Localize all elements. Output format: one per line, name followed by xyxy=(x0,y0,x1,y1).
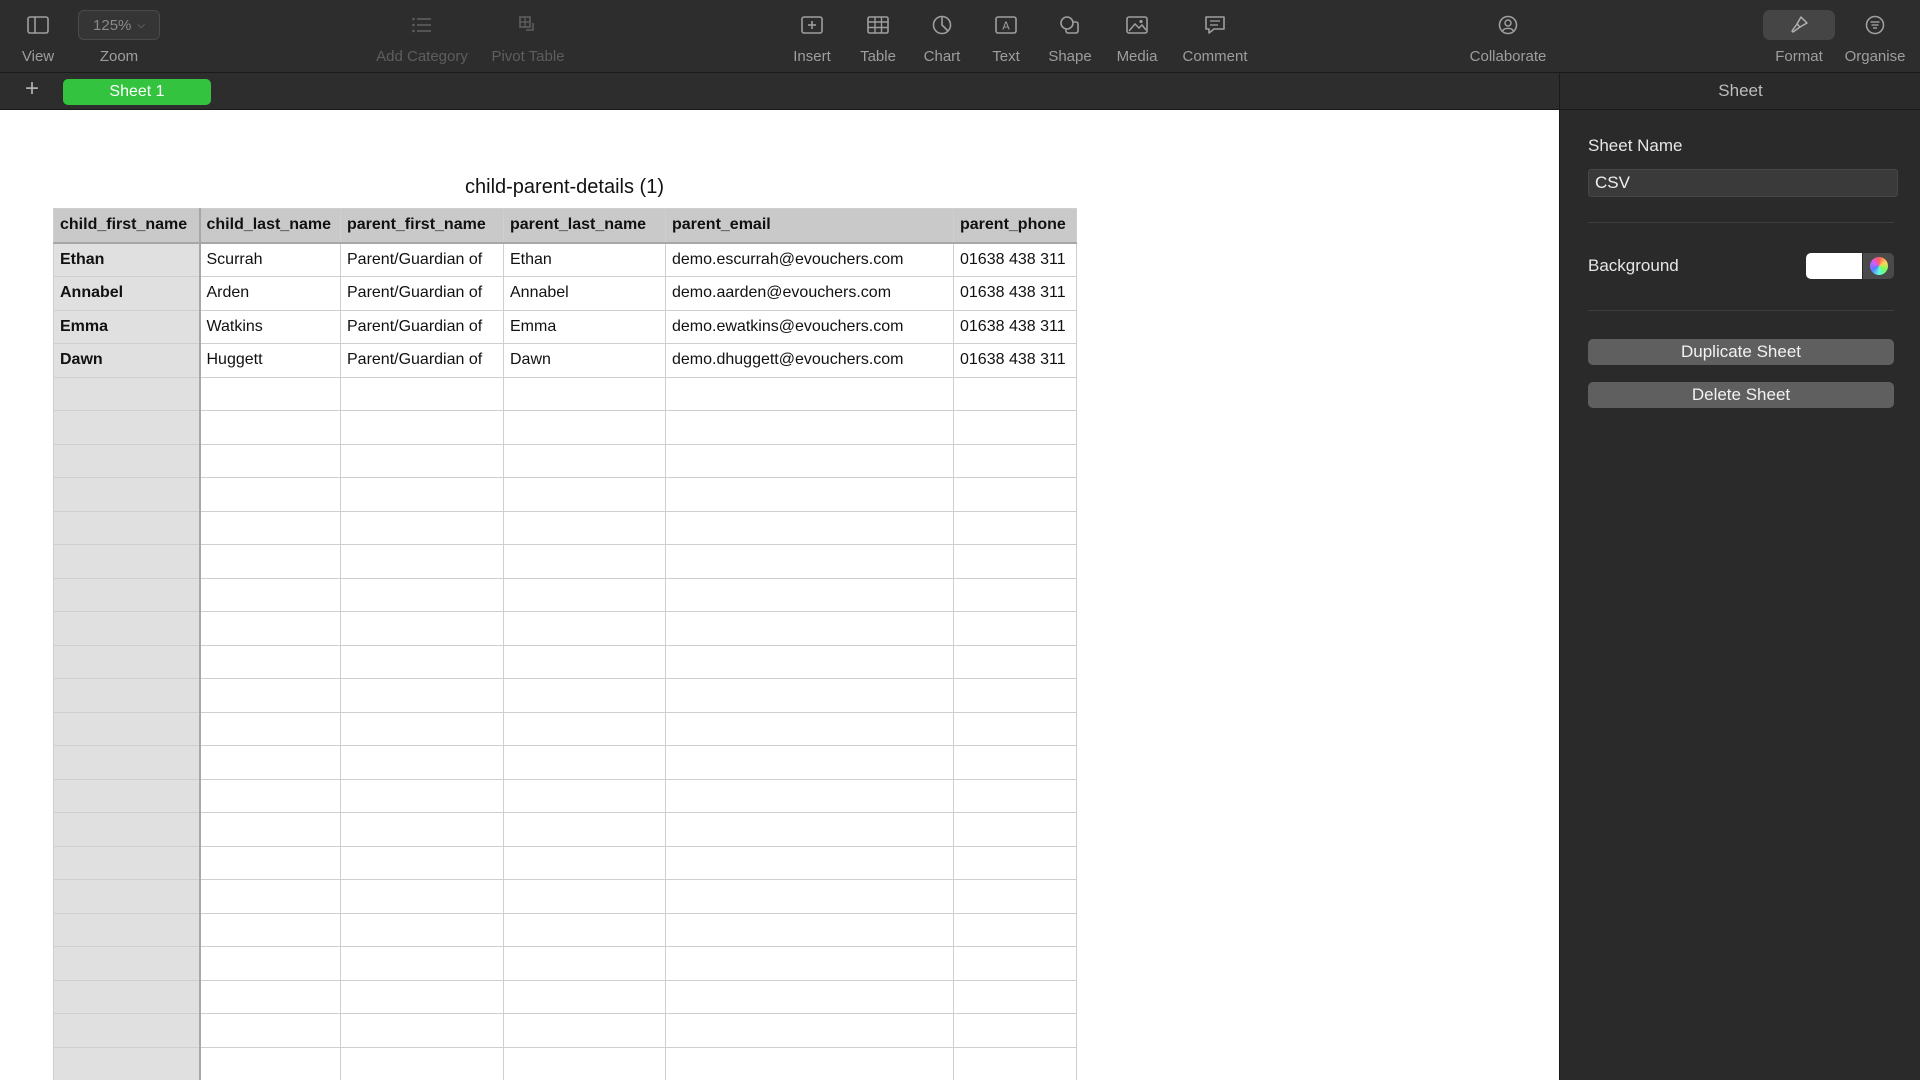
table-cell[interactable] xyxy=(200,612,341,646)
table-cell[interactable] xyxy=(504,913,666,947)
table-cell[interactable] xyxy=(666,377,954,411)
table-cell[interactable]: Parent/Guardian of xyxy=(341,344,504,378)
table-cell[interactable] xyxy=(200,478,341,512)
table-cell[interactable] xyxy=(200,1047,341,1080)
image-icon xyxy=(1126,10,1148,40)
table-cell[interactable] xyxy=(54,612,200,646)
table-cell[interactable] xyxy=(954,746,1077,780)
table-cell[interactable] xyxy=(666,813,954,847)
view-label: View xyxy=(21,48,55,65)
table-cell[interactable] xyxy=(54,1014,200,1048)
table-cell[interactable] xyxy=(954,980,1077,1014)
table-cell[interactable] xyxy=(54,712,200,746)
column-header[interactable]: parent_first_name xyxy=(341,209,504,243)
table-cell[interactable] xyxy=(54,377,200,411)
table-cell[interactable] xyxy=(954,712,1077,746)
table-row xyxy=(54,980,1077,1014)
table-cell[interactable] xyxy=(504,947,666,981)
media-label: Media xyxy=(1116,48,1158,65)
table-cell[interactable] xyxy=(954,846,1077,880)
table-cell[interactable] xyxy=(341,545,504,579)
format-label: Format xyxy=(1775,48,1823,65)
collaborate-button[interactable] xyxy=(1466,10,1550,68)
table-cell[interactable] xyxy=(954,377,1077,411)
table-cell[interactable] xyxy=(666,746,954,780)
table-row xyxy=(54,645,1077,679)
table-cell[interactable] xyxy=(200,746,341,780)
table-cell[interactable] xyxy=(200,813,341,847)
duplicate-sheet-button[interactable]: Duplicate Sheet xyxy=(1588,339,1894,365)
table-cell[interactable] xyxy=(54,779,200,813)
table-cell[interactable] xyxy=(954,411,1077,445)
table-row xyxy=(54,679,1077,713)
table-cell[interactable] xyxy=(666,779,954,813)
table-cell[interactable]: Parent/Guardian of xyxy=(341,277,504,311)
sheet-name-input[interactable] xyxy=(1588,169,1898,197)
paintbrush-icon xyxy=(1763,10,1835,40)
table-cell[interactable] xyxy=(504,578,666,612)
table-row xyxy=(54,277,1077,311)
sheet-tab-bar xyxy=(0,73,1559,110)
table-row xyxy=(54,880,1077,914)
shape-label: Shape xyxy=(1048,48,1092,65)
table-cell[interactable] xyxy=(200,1014,341,1048)
table-cell[interactable]: Dawn xyxy=(504,344,666,378)
color-wheel-icon xyxy=(1870,257,1888,275)
insert-icon xyxy=(801,10,823,40)
sheet-canvas[interactable] xyxy=(0,110,1559,1080)
table-cell[interactable] xyxy=(54,578,200,612)
table-cell[interactable] xyxy=(666,444,954,478)
table-cell[interactable] xyxy=(54,478,200,512)
table-cell[interactable] xyxy=(954,880,1077,914)
delete-sheet-button[interactable]: Delete Sheet xyxy=(1588,382,1894,408)
table-cell[interactable] xyxy=(341,913,504,947)
table-cell[interactable]: Scurrah xyxy=(200,243,341,277)
table-cell[interactable] xyxy=(54,913,200,947)
column-header[interactable]: parent_last_name xyxy=(504,209,666,243)
table-title[interactable]: child-parent-details (1) xyxy=(465,176,664,198)
table-cell[interactable]: Parent/Guardian of xyxy=(341,243,504,277)
table-row xyxy=(54,478,1077,512)
table-cell[interactable]: Emma xyxy=(504,310,666,344)
table-cell[interactable] xyxy=(341,1014,504,1048)
comment-button[interactable] xyxy=(1180,10,1250,68)
add-category-button[interactable] xyxy=(372,10,472,68)
table-cell[interactable]: Ethan xyxy=(54,243,200,277)
tab-sheet-1[interactable]: Sheet 1 xyxy=(63,79,211,105)
zoom-label: Zoom xyxy=(99,48,139,65)
table-cell[interactable] xyxy=(200,377,341,411)
table-cell[interactable] xyxy=(666,612,954,646)
table-cell[interactable] xyxy=(954,511,1077,545)
table-cell[interactable] xyxy=(504,377,666,411)
table-cell[interactable] xyxy=(200,846,341,880)
table-cell[interactable] xyxy=(341,779,504,813)
svg-text:A: A xyxy=(1002,19,1010,33)
table-row xyxy=(54,310,1077,344)
table-cell[interactable] xyxy=(341,846,504,880)
table-cell[interactable] xyxy=(666,980,954,1014)
table-row xyxy=(54,947,1077,981)
table-cell[interactable]: Emma xyxy=(54,310,200,344)
table-cell[interactable] xyxy=(341,478,504,512)
table-cell[interactable] xyxy=(504,1047,666,1080)
table-cell[interactable] xyxy=(54,645,200,679)
table-cell[interactable]: demo.dhuggett@evouchers.com xyxy=(666,344,954,378)
table-cell[interactable] xyxy=(341,645,504,679)
table-cell[interactable] xyxy=(200,578,341,612)
table-row xyxy=(54,612,1077,646)
table-row xyxy=(54,377,1077,411)
table-row xyxy=(54,411,1077,445)
table-cell[interactable] xyxy=(954,578,1077,612)
table-cell[interactable] xyxy=(200,980,341,1014)
table-cell[interactable] xyxy=(504,612,666,646)
sidebar-icon xyxy=(27,10,49,40)
table-cell[interactable] xyxy=(341,746,504,780)
table-cell[interactable]: demo.ewatkins@evouchers.com xyxy=(666,310,954,344)
table-cell[interactable] xyxy=(200,645,341,679)
table-cell[interactable] xyxy=(504,746,666,780)
table-cell[interactable] xyxy=(54,1047,200,1080)
table-cell[interactable] xyxy=(954,1047,1077,1080)
table-cell[interactable] xyxy=(200,880,341,914)
plus-icon[interactable]: + xyxy=(24,75,39,102)
table-cell[interactable]: Dawn xyxy=(54,344,200,378)
table-cell[interactable] xyxy=(341,612,504,646)
table-cell[interactable] xyxy=(666,880,954,914)
table-cell[interactable]: 01638 438 311 xyxy=(954,277,1077,311)
table-cell[interactable] xyxy=(954,913,1077,947)
table-cell[interactable] xyxy=(341,980,504,1014)
table-cell[interactable]: Ethan xyxy=(504,243,666,277)
organise-button[interactable] xyxy=(1842,10,1908,68)
table-cell[interactable] xyxy=(341,411,504,445)
table-cell[interactable]: Annabel xyxy=(504,277,666,311)
table-row xyxy=(54,545,1077,579)
format-button[interactable] xyxy=(1762,10,1836,68)
chart-button[interactable] xyxy=(920,10,964,68)
table-cell[interactable] xyxy=(666,511,954,545)
table-cell[interactable] xyxy=(341,947,504,981)
table-cell[interactable]: Parent/Guardian of xyxy=(341,310,504,344)
table-cell[interactable] xyxy=(504,779,666,813)
list-icon xyxy=(412,10,432,40)
table-cell[interactable] xyxy=(54,411,200,445)
table-cell[interactable] xyxy=(666,411,954,445)
table-cell[interactable] xyxy=(54,746,200,780)
table-row xyxy=(54,846,1077,880)
table-cell[interactable] xyxy=(666,679,954,713)
table-cell[interactable] xyxy=(504,511,666,545)
table-cell[interactable] xyxy=(504,846,666,880)
table-row xyxy=(54,243,1077,277)
text-label: Text xyxy=(992,48,1020,65)
table-cell[interactable] xyxy=(341,813,504,847)
table-cell[interactable] xyxy=(666,947,954,981)
column-header[interactable]: child_first_name xyxy=(54,209,200,243)
table-cell[interactable] xyxy=(200,779,341,813)
table-cell[interactable] xyxy=(954,1014,1077,1048)
table-cell[interactable] xyxy=(504,679,666,713)
table-cell[interactable] xyxy=(504,545,666,579)
table-cell[interactable]: Annabel xyxy=(54,277,200,311)
table-cell[interactable] xyxy=(954,645,1077,679)
table-button[interactable] xyxy=(856,10,900,68)
table-row xyxy=(54,578,1077,612)
table-cell[interactable] xyxy=(504,411,666,445)
table-cell[interactable] xyxy=(341,377,504,411)
collaborate-icon xyxy=(1497,10,1519,40)
table-cell[interactable] xyxy=(504,980,666,1014)
table-cell[interactable] xyxy=(666,1014,954,1048)
organise-icon xyxy=(1865,10,1885,40)
column-header[interactable]: parent_phone xyxy=(954,209,1077,243)
table-cell[interactable]: demo.escurrah@evouchers.com xyxy=(666,243,954,277)
table-cell[interactable] xyxy=(54,813,200,847)
table-cell[interactable] xyxy=(666,712,954,746)
table-cell[interactable] xyxy=(200,913,341,947)
table-cell[interactable] xyxy=(666,478,954,512)
table-cell[interactable] xyxy=(54,846,200,880)
table-cell[interactable] xyxy=(341,578,504,612)
table-cell[interactable] xyxy=(200,679,341,713)
table-cell[interactable] xyxy=(504,645,666,679)
table-cell[interactable] xyxy=(200,411,341,445)
table-cell[interactable] xyxy=(341,679,504,713)
zoom-value: 125% xyxy=(93,16,132,34)
data-table[interactable] xyxy=(53,208,1077,1080)
table-cell[interactable] xyxy=(341,444,504,478)
shape-icon xyxy=(1059,10,1081,40)
comment-icon xyxy=(1204,10,1226,40)
table-cell[interactable]: Watkins xyxy=(200,310,341,344)
table-row xyxy=(54,444,1077,478)
table-cell[interactable] xyxy=(54,545,200,579)
table-row xyxy=(54,779,1077,813)
insert-button[interactable] xyxy=(786,10,838,68)
table-label: Table xyxy=(860,48,896,65)
pivot-table-button[interactable] xyxy=(488,10,568,68)
table-cell[interactable] xyxy=(954,612,1077,646)
table-cell[interactable] xyxy=(341,511,504,545)
pivot-table-icon xyxy=(518,10,538,40)
table-cell[interactable] xyxy=(666,913,954,947)
view-button[interactable] xyxy=(16,10,60,68)
table-row xyxy=(54,1047,1077,1080)
format-sidebar xyxy=(1559,73,1920,1080)
table-cell[interactable] xyxy=(341,880,504,914)
table-cell[interactable] xyxy=(666,645,954,679)
sheet-name-label: Sheet Name xyxy=(1588,136,1683,155)
table-cell[interactable] xyxy=(54,980,200,1014)
table-cell[interactable] xyxy=(341,1047,504,1080)
color-picker-button[interactable] xyxy=(1863,253,1894,279)
table-cell[interactable] xyxy=(54,511,200,545)
table-cell[interactable] xyxy=(666,578,954,612)
table-cell[interactable] xyxy=(200,545,341,579)
zoom-control[interactable] xyxy=(78,10,160,68)
table-cell[interactable] xyxy=(54,444,200,478)
table-cell[interactable] xyxy=(54,679,200,713)
background-color-swatch[interactable] xyxy=(1806,253,1862,279)
column-header[interactable]: child_last_name xyxy=(200,209,341,243)
chevron-down-icon: ⌵ xyxy=(137,19,145,31)
toolbar xyxy=(0,0,1920,73)
table-row xyxy=(54,813,1077,847)
add-category-label: Add Category xyxy=(376,48,468,65)
insert-label: Insert xyxy=(793,48,831,65)
header-row xyxy=(54,209,1077,243)
table-cell[interactable] xyxy=(666,545,954,579)
panel-tab-sheet[interactable]: Sheet xyxy=(1560,73,1920,110)
table-cell[interactable] xyxy=(954,947,1077,981)
text-box-icon xyxy=(995,10,1017,40)
table-cell[interactable] xyxy=(504,880,666,914)
table-cell[interactable] xyxy=(54,947,200,981)
pie-chart-icon xyxy=(932,10,952,40)
table-icon xyxy=(867,10,889,40)
table-cell[interactable] xyxy=(954,679,1077,713)
column-header[interactable]: parent_email xyxy=(666,209,954,243)
pivot-table-label: Pivot Table xyxy=(491,48,565,65)
organise-label: Organise xyxy=(1844,48,1906,65)
table-cell[interactable] xyxy=(666,846,954,880)
table-cell[interactable] xyxy=(200,712,341,746)
media-button[interactable] xyxy=(1114,10,1160,68)
comment-label: Comment xyxy=(1182,48,1248,65)
zoom-select[interactable] xyxy=(78,10,160,40)
table-row xyxy=(54,746,1077,780)
table-cell[interactable]: 01638 438 311 xyxy=(954,243,1077,277)
table-cell[interactable] xyxy=(54,880,200,914)
table-cell[interactable]: Huggett xyxy=(200,344,341,378)
table-cell[interactable] xyxy=(504,813,666,847)
table-cell[interactable] xyxy=(954,779,1077,813)
table-cell[interactable] xyxy=(666,1047,954,1080)
table-row xyxy=(54,511,1077,545)
table-cell[interactable] xyxy=(200,947,341,981)
table-cell[interactable] xyxy=(954,545,1077,579)
divider xyxy=(1588,222,1894,223)
table-cell[interactable]: Arden xyxy=(200,277,341,311)
table-cell[interactable] xyxy=(200,511,341,545)
table-cell[interactable] xyxy=(954,813,1077,847)
table-cell[interactable] xyxy=(341,712,504,746)
table-cell[interactable] xyxy=(504,712,666,746)
collaborate-label: Collaborate xyxy=(1469,48,1547,65)
table-row xyxy=(54,913,1077,947)
table-cell[interactable]: demo.aarden@evouchers.com xyxy=(666,277,954,311)
table-cell[interactable]: 01638 438 311 xyxy=(954,310,1077,344)
table-cell[interactable] xyxy=(504,444,666,478)
table-row xyxy=(54,344,1077,378)
table-cell[interactable] xyxy=(200,444,341,478)
table-cell[interactable] xyxy=(954,478,1077,512)
text-button[interactable] xyxy=(984,10,1028,68)
table-row xyxy=(54,712,1077,746)
background-label: Background xyxy=(1588,256,1679,275)
chart-label: Chart xyxy=(923,48,961,65)
table-cell[interactable]: 01638 438 311 xyxy=(954,344,1077,378)
table-cell[interactable] xyxy=(954,444,1077,478)
shape-button[interactable] xyxy=(1046,10,1094,68)
table-cell[interactable] xyxy=(504,1014,666,1048)
table-row xyxy=(54,1014,1077,1048)
table-cell[interactable] xyxy=(504,478,666,512)
divider xyxy=(1588,310,1894,311)
